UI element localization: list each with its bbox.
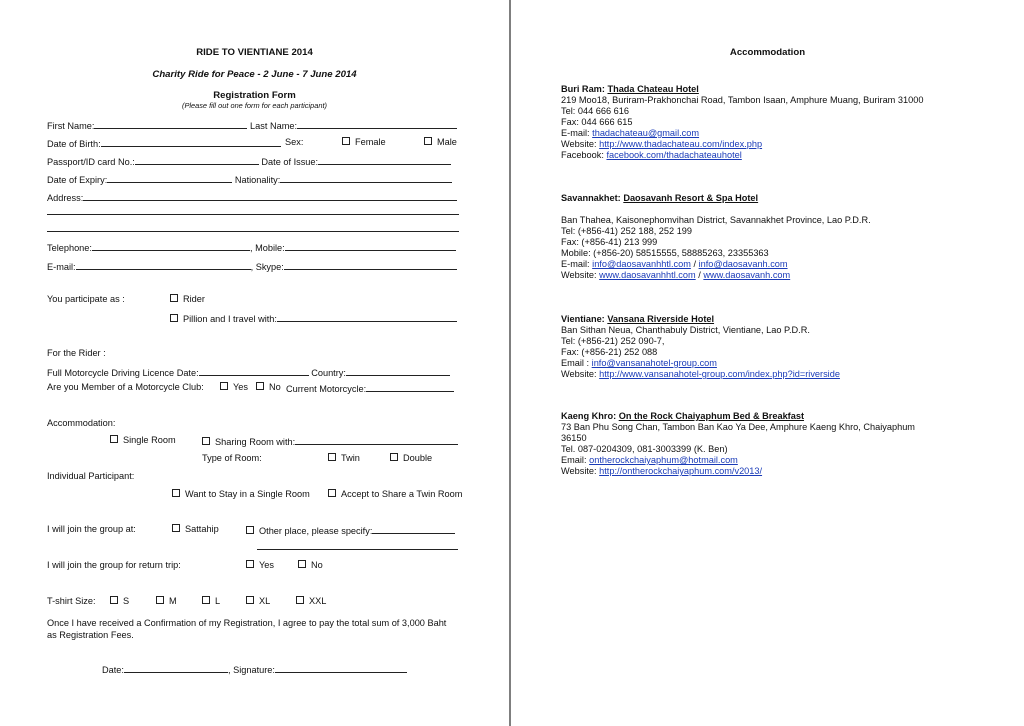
email-label: E-mail:: [561, 128, 590, 138]
signature-field[interactable]: [275, 663, 407, 673]
other-place-field[interactable]: [372, 524, 455, 534]
passport-field[interactable]: [135, 155, 259, 165]
email-link[interactable]: ontherockchaiyaphum@hotmail.com: [589, 455, 738, 465]
size-l-checkbox[interactable]: [202, 596, 210, 604]
separator: /: [698, 270, 701, 280]
expiry-row: [47, 173, 452, 186]
male-option[interactable]: [424, 137, 457, 148]
for-rider-label: For the Rider :: [47, 348, 106, 358]
accommodation-page: [511, 0, 1024, 726]
double-label: Double: [403, 453, 433, 463]
return-trip-label: I will join the group for return trip:: [47, 560, 181, 570]
registration-form-page: [0, 0, 509, 726]
form-title: RIDE TO VIENTIANE 2014: [196, 47, 313, 58]
hotel-city: Vientiane:: [561, 314, 605, 324]
double-checkbox[interactable]: [390, 453, 398, 461]
size-s-option[interactable]: [110, 596, 129, 607]
first-name-row: [47, 119, 457, 132]
hotel-fax: Fax: (+856-41) 213 999: [561, 237, 658, 247]
website-link[interactable]: http://ontherockchaiyaphum.com/v2013/: [599, 466, 763, 476]
email-label: E-mail:: [47, 262, 76, 272]
sattahip-option[interactable]: [172, 524, 219, 535]
email-label: E-mail:: [561, 259, 590, 269]
address-row: [47, 191, 457, 204]
sattahip-label: Sattahip: [185, 524, 219, 534]
email-label: Email:: [561, 455, 587, 465]
female-option[interactable]: [342, 137, 386, 148]
want-single-label: Want to Stay in a Single Room: [185, 489, 310, 499]
tshirt-label: T-shirt Size:: [47, 596, 96, 606]
member-yes-label: Yes: [233, 382, 248, 392]
member-no-checkbox[interactable]: [256, 382, 264, 390]
hotel-city: Savannakhet:: [561, 193, 621, 203]
nationality-label: Nationality:: [234, 175, 281, 185]
date-issue-field[interactable]: [318, 155, 451, 165]
return-yes-checkbox[interactable]: [246, 560, 254, 568]
hotel-kaeng-khro: [561, 411, 915, 477]
join-at-label: I will join the group at:: [47, 524, 136, 534]
form-heading: Registration Form: [213, 90, 296, 101]
facebook-label: Facebook:: [561, 150, 604, 160]
male-label: Male: [437, 137, 457, 147]
other-place-label: Other place, please specify:: [259, 526, 373, 536]
twin-label: Twin: [341, 453, 360, 463]
licence-row: [47, 366, 450, 379]
return-no-label: No: [311, 560, 323, 570]
other-place-field-2[interactable]: [257, 549, 458, 550]
email-link-2[interactable]: info@daosavanh.com: [698, 259, 788, 269]
return-no-checkbox[interactable]: [298, 560, 306, 568]
female-checkbox[interactable]: [342, 137, 350, 145]
return-yes-label: Yes: [259, 560, 274, 570]
hotel-buriram: [561, 84, 923, 161]
accommodation-label: Accommodation:: [47, 418, 116, 428]
address-field-2[interactable]: [47, 214, 459, 215]
hotel-name: Daosavanh Resort & Spa Hotel: [623, 193, 759, 203]
skype-field[interactable]: [284, 260, 457, 270]
passport-row: [47, 155, 451, 168]
separator: /: [693, 259, 696, 269]
size-m-label: M: [169, 596, 177, 606]
email-row: [47, 260, 457, 273]
pillion-checkbox[interactable]: [170, 314, 178, 322]
website-link[interactable]: www.daosavanhhtl.com: [599, 270, 696, 280]
sattahip-checkbox[interactable]: [172, 524, 180, 532]
single-room-label: Single Room: [123, 435, 176, 445]
return-yes-option[interactable]: [246, 560, 274, 571]
date-expiry-label: Date of Expiry:: [47, 175, 108, 185]
hotel-address: Ban Sithan Neua, Chanthabuly District, Vientiane, Lao P.D.R.: [561, 325, 810, 335]
hotel-tel: Tel: 044 666 616: [561, 106, 629, 116]
pillion-option[interactable]: [170, 312, 457, 325]
dob-field[interactable]: [101, 137, 281, 147]
single-room-checkbox[interactable]: [110, 435, 118, 443]
sharing-room-field[interactable]: [295, 435, 458, 445]
date-label: Date:: [102, 665, 124, 675]
last-name-field[interactable]: [297, 119, 457, 129]
hotel-fax: Fax: 044 666 615: [561, 117, 633, 127]
size-l-option[interactable]: [202, 596, 220, 607]
sharing-room-option[interactable]: [202, 435, 458, 448]
return-no-option[interactable]: [298, 560, 323, 571]
accept-twin-label: Accept to Share a Twin Room: [341, 489, 463, 499]
member-yes-option[interactable]: [220, 382, 248, 393]
rider-checkbox[interactable]: [170, 294, 178, 302]
email-label: Email :: [561, 358, 590, 368]
hotel-name: On the Rock Chaiyaphum Bed & Breakfast: [618, 411, 805, 421]
size-l-label: L: [215, 596, 221, 606]
hotel-tel: Tel. 087-0204309, 081-3003399 (K. Ben): [561, 444, 728, 454]
dob-label: Date of Birth:: [47, 139, 101, 149]
website-label: Website:: [561, 270, 597, 280]
address-field-3[interactable]: [47, 231, 459, 232]
hotel-address: 219 Moo18, Buriram-Prakhonchai Road, Tambon Isaan, Amphure Muang, Buriram 31000: [561, 95, 924, 105]
licence-label: Full Motorcycle Driving Licence Date:: [47, 368, 199, 378]
male-checkbox[interactable]: [424, 137, 432, 145]
address-label: Address:: [47, 193, 84, 203]
size-s-label: S: [123, 596, 130, 606]
other-place-checkbox[interactable]: [246, 526, 254, 534]
member-no-label: No: [269, 382, 281, 392]
date-field[interactable]: [124, 663, 228, 673]
participate-label: You participate as :: [47, 294, 125, 304]
date-issue-label: Date of Issue:: [261, 157, 319, 167]
skype-label: , Skype:: [250, 262, 284, 272]
rider-label: Rider: [183, 294, 205, 304]
size-m-checkbox[interactable]: [156, 596, 164, 604]
hotel-savannakhet: [561, 193, 871, 281]
current-moto-row: [286, 382, 454, 395]
website-link-2[interactable]: www.daosavanh.com: [703, 270, 791, 280]
hotel-name: Vansana Riverside Hotel: [607, 314, 715, 324]
size-m-option[interactable]: [156, 596, 177, 607]
telephone-label: Telephone:: [47, 243, 92, 253]
website-label: Website:: [561, 466, 597, 476]
size-s-checkbox[interactable]: [110, 596, 118, 604]
hotel-address: 73 Ban Phu Song Chan, Tambon Ban Kao Ya Dee, Amphure Kaeng Khro, Chaiyaphum: [561, 422, 915, 432]
double-option[interactable]: [390, 453, 432, 464]
type-room-label: Type of Room:: [202, 453, 262, 463]
individual-label: Individual Participant:: [47, 471, 135, 481]
twin-option[interactable]: [328, 453, 360, 464]
website-label: Website:: [561, 369, 597, 379]
accept-twin-option[interactable]: [328, 489, 462, 500]
email-link[interactable]: info@daosavanhhtl.com: [592, 259, 691, 269]
email-link[interactable]: thadachateau@gmail.com: [592, 128, 700, 138]
current-moto-field[interactable]: [366, 382, 454, 392]
size-xl-option[interactable]: [246, 596, 270, 607]
confirmation-line-2: as Registration Fees.: [47, 630, 134, 640]
pillion-label: Pillion and I travel with:: [183, 314, 277, 324]
size-xxl-checkbox[interactable]: [296, 596, 304, 604]
single-room-option[interactable]: [110, 435, 176, 446]
website-label: Website:: [561, 139, 597, 149]
pillion-field[interactable]: [277, 312, 457, 322]
sharing-room-label: Sharing Room with:: [215, 437, 296, 447]
size-xxl-label: XXL: [309, 596, 327, 606]
hotel-vientiane: [561, 314, 840, 380]
hotel-tel: Tel: (+856-41) 252 188, 252 199: [561, 226, 693, 236]
hotel-city: Kaeng Khro:: [561, 411, 617, 421]
size-xl-checkbox[interactable]: [246, 596, 254, 604]
address-field-1[interactable]: [83, 191, 457, 201]
passport-label: Passport/ID card No.:: [47, 157, 135, 167]
telephone-field[interactable]: [92, 241, 250, 251]
hotel-name: Thada Chateau Hotel: [607, 84, 699, 94]
other-place-option[interactable]: [246, 524, 455, 537]
first-name-field[interactable]: [94, 119, 247, 129]
twin-checkbox[interactable]: [328, 453, 336, 461]
member-label: Are you Member of a Motorcycle Club:: [47, 382, 204, 392]
member-yes-checkbox[interactable]: [220, 382, 228, 390]
hotel-mobile: Mobile: (+856-20) 58515555, 58885263, 23355363: [561, 248, 769, 258]
country-field[interactable]: [346, 366, 450, 376]
hotel-address: Ban Thahea, Kaisonephomvihan District, Savannakhet Province, Lao P.D.R.: [561, 215, 871, 225]
accept-twin-checkbox[interactable]: [328, 489, 336, 497]
date-signature-row: [102, 663, 407, 676]
signature-label: , Signature:: [227, 665, 275, 675]
date-expiry-field[interactable]: [107, 173, 232, 183]
email-link[interactable]: info@vansanahotel-group.com: [591, 358, 717, 368]
want-single-checkbox[interactable]: [172, 489, 180, 497]
female-label: Female: [355, 137, 386, 147]
confirmation-line-1: Once I have received a Confirmation of my Registration, I agree to pay the total sum of 3,000 Baht: [47, 618, 447, 628]
want-single-option[interactable]: [172, 489, 310, 500]
country-label: Country:: [311, 368, 346, 378]
sex-label: Sex:: [285, 137, 304, 147]
current-moto-label: Current Motorcycle:: [286, 384, 367, 394]
website-link[interactable]: http://www.vansanahotel-group.com/index.php?id=riverside: [599, 369, 840, 379]
form-note: (Please fill out one form for each participant): [181, 101, 327, 110]
form-subtitle: Charity Ride for Peace - 2 June - 7 June 2014: [152, 69, 357, 80]
hotel-city: Buri Ram:: [561, 84, 605, 94]
hotel-fax: Fax: (+856-21) 252 088: [561, 347, 658, 357]
email-field[interactable]: [76, 260, 251, 270]
hotel-postcode: 36150: [561, 433, 587, 443]
last-name-label: Last Name:: [250, 121, 298, 131]
member-no-option[interactable]: [256, 382, 281, 393]
nationality-field[interactable]: [280, 173, 452, 183]
mobile-field[interactable]: [285, 241, 456, 251]
website-link[interactable]: http://www.thadachateau.com/index.php: [599, 139, 763, 149]
sharing-room-checkbox[interactable]: [202, 437, 210, 445]
licence-field[interactable]: [199, 366, 309, 376]
telephone-row: [47, 241, 456, 254]
rider-option[interactable]: [170, 294, 205, 305]
hotel-tel: Tel: (+856-21) 252 090-7,: [561, 336, 665, 346]
dob-row: [47, 137, 281, 150]
facebook-link[interactable]: facebook.com/thadachateauhotel: [606, 150, 742, 160]
accommodation-title: Accommodation: [729, 47, 806, 58]
mobile-label: , Mobile:: [249, 243, 285, 253]
first-name-label: First Name:: [47, 121, 95, 131]
size-xl-label: XL: [259, 596, 271, 606]
size-xxl-option[interactable]: [296, 596, 326, 607]
